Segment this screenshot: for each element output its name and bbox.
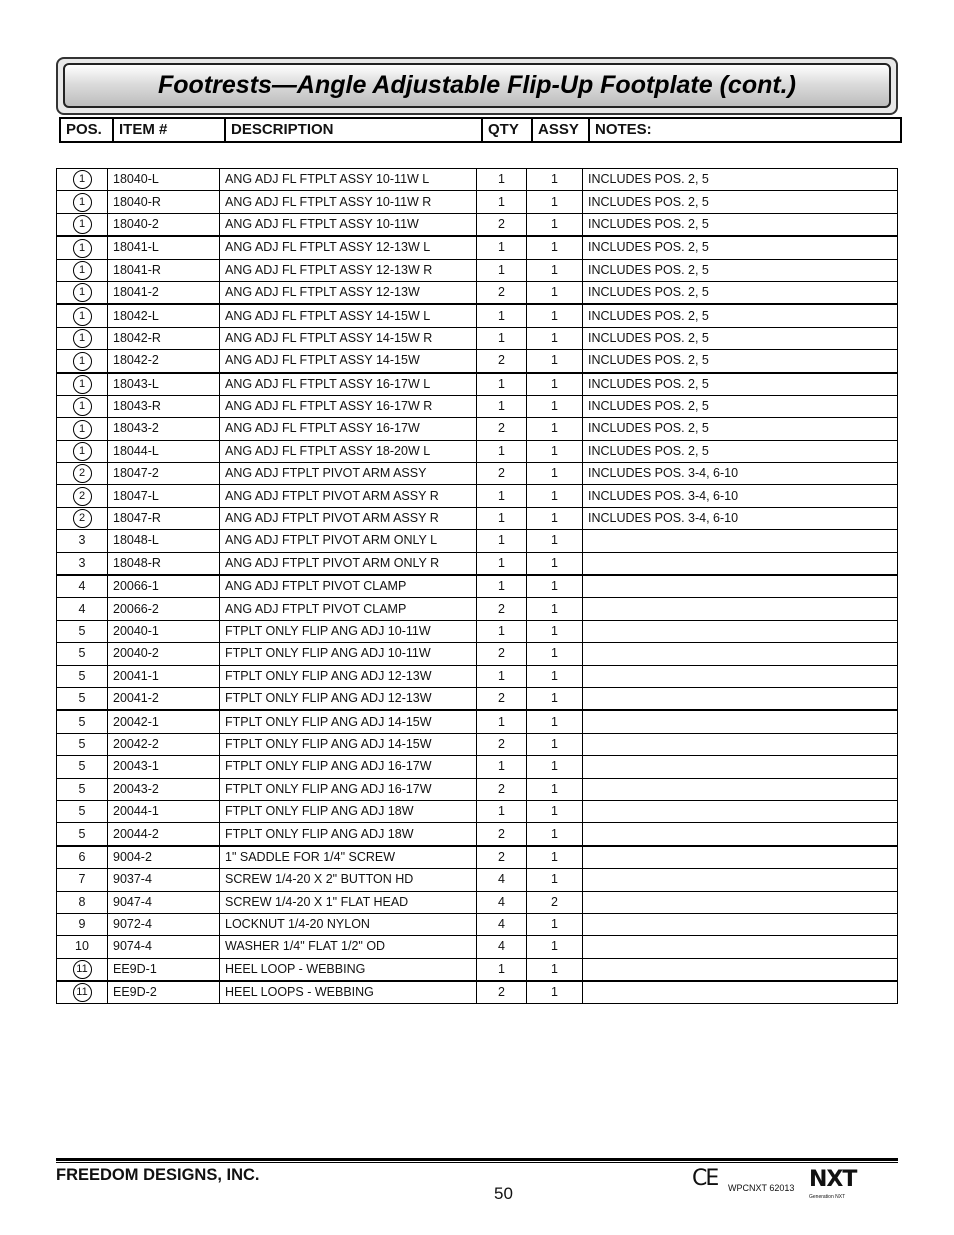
notes-cell: INCLUDES POS. 2, 5	[583, 169, 898, 191]
assy-cell: 1	[527, 395, 583, 417]
assy-cell: 1	[527, 913, 583, 935]
qty-cell: 1	[477, 552, 527, 575]
description-cell: FTPLT ONLY FLIP ANG ADJ 10-11W	[220, 643, 477, 665]
table-row	[57, 756, 898, 778]
qty-cell: 4	[477, 913, 527, 935]
assy-cell: 1	[527, 191, 583, 213]
notes-cell: INCLUDES POS. 2, 5	[583, 350, 898, 373]
notes-cell	[583, 575, 898, 598]
item-number-cell: 18041-2	[108, 281, 220, 304]
assy-cell: 2	[527, 891, 583, 913]
pos-cell	[57, 507, 108, 529]
description-cell: ANG ADJ FTPLT PIVOT ARM ASSY R	[220, 485, 477, 507]
item-number-cell: 18042-L	[108, 304, 220, 327]
description-cell: ANG ADJ FTPLT PIVOT CLAMP	[220, 575, 477, 598]
circled-position-number: 2	[73, 509, 92, 528]
table-row	[57, 800, 898, 822]
notes-cell: INCLUDES POS. 3-4, 6-10	[583, 485, 898, 507]
description-cell: ANG ADJ FL FTPLT ASSY 14-15W R	[220, 327, 477, 349]
table-row	[57, 281, 898, 304]
qty-cell: 4	[477, 936, 527, 958]
notes-cell	[583, 958, 898, 981]
item-number-cell: 18041-R	[108, 259, 220, 281]
qty-cell: 1	[477, 259, 527, 281]
description-cell: SCREW 1/4-20 X 2" BUTTON HD	[220, 869, 477, 891]
notes-cell: INCLUDES POS. 2, 5	[583, 418, 898, 440]
assy-cell: 1	[527, 485, 583, 507]
pos-cell	[57, 281, 108, 304]
table-row	[57, 575, 898, 598]
table-row	[57, 733, 898, 755]
pos-cell	[57, 213, 108, 236]
notes-cell	[583, 778, 898, 800]
assy-cell: 1	[527, 530, 583, 552]
assy-cell: 1	[527, 756, 583, 778]
description-cell: FTPLT ONLY FLIP ANG ADJ 18W	[220, 823, 477, 846]
description-cell: ANG ADJ FL FTPLT ASSY 14-15W	[220, 350, 477, 373]
pos-cell: 5	[57, 756, 108, 778]
nxt-logo-subtitle: Generation NXT	[809, 1194, 846, 1200]
pos-cell	[57, 463, 108, 485]
description-cell: ANG ADJ FL FTPLT ASSY 10-11W R	[220, 191, 477, 213]
circled-position-number: 1	[73, 329, 92, 348]
description-cell: ANG ADJ FL FTPLT ASSY 14-15W L	[220, 304, 477, 327]
assy-cell: 1	[527, 373, 583, 396]
pos-cell: 5	[57, 823, 108, 846]
item-number-cell: 18047-R	[108, 507, 220, 529]
qty-cell: 1	[477, 440, 527, 462]
item-number-cell: 18043-2	[108, 418, 220, 440]
table-row	[57, 687, 898, 710]
qty-cell: 1	[477, 710, 527, 733]
assy-cell: 1	[527, 665, 583, 687]
notes-cell	[583, 687, 898, 710]
qty-cell: 1	[477, 236, 527, 259]
assy-cell: 1	[527, 869, 583, 891]
qty-cell: 2	[477, 598, 527, 620]
notes-cell	[583, 823, 898, 846]
description-cell: ANG ADJ FL FTPLT ASSY 16-17W R	[220, 395, 477, 417]
notes-cell	[583, 981, 898, 1004]
header-assy: ASSY	[533, 119, 590, 141]
item-number-cell: 9004-2	[108, 846, 220, 869]
pos-cell	[57, 350, 108, 373]
table-row	[57, 191, 898, 213]
notes-cell	[583, 598, 898, 620]
description-cell: FTPLT ONLY FLIP ANG ADJ 14-15W	[220, 710, 477, 733]
item-number-cell: 9074-4	[108, 936, 220, 958]
assy-cell: 1	[527, 259, 583, 281]
notes-cell: INCLUDES POS. 2, 5	[583, 304, 898, 327]
item-number-cell: 20041-1	[108, 665, 220, 687]
pos-cell: 5	[57, 687, 108, 710]
circled-position-number: 1	[73, 307, 92, 326]
table-row	[57, 169, 898, 191]
item-number-cell: 18040-R	[108, 191, 220, 213]
qty-cell: 1	[477, 327, 527, 349]
description-cell: ANG ADJ FL FTPLT ASSY 16-17W L	[220, 373, 477, 396]
assy-cell: 1	[527, 327, 583, 349]
table-row	[57, 304, 898, 327]
description-cell: FTPLT ONLY FLIP ANG ADJ 14-15W	[220, 733, 477, 755]
description-cell: FTPLT ONLY FLIP ANG ADJ 10-11W	[220, 620, 477, 642]
description-cell: ANG ADJ FL FTPLT ASSY 18-20W L	[220, 440, 477, 462]
notes-cell	[583, 552, 898, 575]
notes-cell: INCLUDES POS. 2, 5	[583, 373, 898, 396]
pos-cell: 5	[57, 778, 108, 800]
assy-cell: 1	[527, 710, 583, 733]
notes-cell	[583, 869, 898, 891]
item-number-cell: 20066-2	[108, 598, 220, 620]
table-row	[57, 665, 898, 687]
assy-cell: 1	[527, 733, 583, 755]
item-number-cell: 18043-L	[108, 373, 220, 396]
item-number-cell: 20041-2	[108, 687, 220, 710]
qty-cell: 1	[477, 800, 527, 822]
item-number-cell: 18042-2	[108, 350, 220, 373]
pos-cell	[57, 236, 108, 259]
description-cell: SCREW 1/4-20 X 1" FLAT HEAD	[220, 891, 477, 913]
circled-position-number: 1	[73, 215, 92, 234]
company-name: FREEDOM DESIGNS, INC.	[56, 1166, 260, 1184]
item-number-cell: 18040-2	[108, 213, 220, 236]
item-number-cell: EE9D-2	[108, 981, 220, 1004]
table-row	[57, 259, 898, 281]
qty-cell: 2	[477, 350, 527, 373]
circled-position-number: 1	[73, 375, 92, 394]
item-number-cell: 20043-1	[108, 756, 220, 778]
qty-cell: 4	[477, 869, 527, 891]
assy-cell: 1	[527, 778, 583, 800]
assy-cell: 1	[527, 846, 583, 869]
circled-position-number: 11	[73, 960, 92, 979]
assy-cell: 1	[527, 598, 583, 620]
table-row	[57, 823, 898, 846]
qty-cell: 1	[477, 575, 527, 598]
header-notes: NOTES:	[595, 121, 652, 138]
table-row	[57, 236, 898, 259]
item-number-cell: 20044-1	[108, 800, 220, 822]
notes-cell	[583, 710, 898, 733]
item-number-cell: 18044-L	[108, 440, 220, 462]
pos-cell: 3	[57, 552, 108, 575]
notes-cell	[583, 846, 898, 869]
table-row	[57, 530, 898, 552]
circled-position-number: 1	[73, 261, 92, 280]
circled-position-number: 1	[73, 283, 92, 302]
notes-cell	[583, 530, 898, 552]
assy-cell: 1	[527, 575, 583, 598]
table-row	[57, 350, 898, 373]
table-row	[57, 418, 898, 440]
footer-rule	[56, 1158, 898, 1163]
item-number-cell: 18048-L	[108, 530, 220, 552]
notes-cell: INCLUDES POS. 2, 5	[583, 327, 898, 349]
assy-cell: 1	[527, 281, 583, 304]
circled-position-number: 1	[73, 352, 92, 371]
pos-cell	[57, 981, 108, 1004]
description-cell: ANG ADJ FL FTPLT ASSY 12-13W L	[220, 236, 477, 259]
table-row	[57, 463, 898, 485]
notes-cell: INCLUDES POS. 2, 5	[583, 213, 898, 236]
item-number-cell: 9047-4	[108, 891, 220, 913]
qty-cell: 2	[477, 733, 527, 755]
table-row	[57, 710, 898, 733]
notes-cell	[583, 891, 898, 913]
qty-cell: 1	[477, 395, 527, 417]
description-cell: ANG ADJ FTPLT PIVOT ARM ASSY	[220, 463, 477, 485]
qty-cell: 1	[477, 958, 527, 981]
parts-table	[56, 168, 898, 1004]
qty-cell: 2	[477, 981, 527, 1004]
item-number-cell: 20042-1	[108, 710, 220, 733]
notes-cell	[583, 913, 898, 935]
assy-cell: 1	[527, 687, 583, 710]
circled-position-number: 2	[73, 464, 92, 483]
pos-cell	[57, 485, 108, 507]
item-number-cell: 9072-4	[108, 913, 220, 935]
circled-position-number: 1	[73, 442, 92, 461]
table-row	[57, 913, 898, 935]
item-number-cell: EE9D-1	[108, 958, 220, 981]
description-cell: 1" SADDLE FOR 1/4" SCREW	[220, 846, 477, 869]
table-row	[57, 598, 898, 620]
assy-cell: 1	[527, 213, 583, 236]
item-number-cell: 20040-1	[108, 620, 220, 642]
qty-cell: 1	[477, 373, 527, 396]
assy-cell: 1	[527, 981, 583, 1004]
title-banner-inner	[63, 63, 891, 108]
assy-cell: 1	[527, 507, 583, 529]
table-row	[57, 440, 898, 462]
table-row	[57, 643, 898, 665]
table-row	[57, 778, 898, 800]
qty-cell: 2	[477, 687, 527, 710]
assy-cell: 1	[527, 958, 583, 981]
column-header-row	[59, 117, 902, 143]
table-row	[57, 958, 898, 981]
table-row	[57, 981, 898, 1004]
assy-cell: 1	[527, 552, 583, 575]
pos-cell	[57, 304, 108, 327]
pos-cell: 7	[57, 869, 108, 891]
assy-cell: 1	[527, 620, 583, 642]
description-cell: FTPLT ONLY FLIP ANG ADJ 12-13W	[220, 665, 477, 687]
item-number-cell: 20044-2	[108, 823, 220, 846]
pos-cell: 5	[57, 665, 108, 687]
description-cell: ANG ADJ FL FTPLT ASSY 12-13W R	[220, 259, 477, 281]
pos-cell: 5	[57, 733, 108, 755]
header-qty: QTY	[483, 119, 533, 141]
qty-cell: 1	[477, 304, 527, 327]
circled-position-number: 1	[73, 193, 92, 212]
circled-position-number: 1	[73, 170, 92, 189]
description-cell: WASHER 1/4" FLAT 1/2" OD	[220, 936, 477, 958]
pos-cell	[57, 169, 108, 191]
assy-cell: 1	[527, 643, 583, 665]
assy-cell: 1	[527, 236, 583, 259]
item-number-cell: 18042-R	[108, 327, 220, 349]
description-cell: FTPLT ONLY FLIP ANG ADJ 12-13W	[220, 687, 477, 710]
qty-cell: 2	[477, 643, 527, 665]
notes-cell	[583, 643, 898, 665]
pos-cell: 4	[57, 575, 108, 598]
qty-cell: 2	[477, 463, 527, 485]
description-cell: FTPLT ONLY FLIP ANG ADJ 16-17W	[220, 778, 477, 800]
table-row	[57, 869, 898, 891]
assy-cell: 1	[527, 463, 583, 485]
qty-cell: 1	[477, 169, 527, 191]
pos-cell: 5	[57, 620, 108, 642]
table-row	[57, 395, 898, 417]
notes-cell: INCLUDES POS. 3-4, 6-10	[583, 463, 898, 485]
qty-cell: 2	[477, 846, 527, 869]
description-cell: ANG ADJ FTPLT PIVOT ARM ONLY R	[220, 552, 477, 575]
item-number-cell: 20040-2	[108, 643, 220, 665]
page-title: Footrests—Angle Adjustable Flip-Up Footplate (cont.)	[158, 71, 796, 99]
item-number-cell: 18040-L	[108, 169, 220, 191]
qty-cell: 1	[477, 665, 527, 687]
item-number-cell: 18047-2	[108, 463, 220, 485]
item-number-cell: 18048-R	[108, 552, 220, 575]
assy-cell: 1	[527, 800, 583, 822]
description-cell: ANG ADJ FL FTPLT ASSY 16-17W	[220, 418, 477, 440]
notes-cell: INCLUDES POS. 2, 5	[583, 440, 898, 462]
assy-cell: 1	[527, 169, 583, 191]
circled-position-number: 1	[73, 239, 92, 258]
item-number-cell: 18043-R	[108, 395, 220, 417]
pos-cell	[57, 191, 108, 213]
notes-cell: INCLUDES POS. 2, 5	[583, 395, 898, 417]
qty-cell: 2	[477, 823, 527, 846]
table-row	[57, 846, 898, 869]
pos-cell: 5	[57, 710, 108, 733]
page-number: 50	[494, 1184, 513, 1203]
ce-mark-icon: CE	[692, 1166, 718, 1191]
nxt-logo: NXT	[809, 1167, 857, 1192]
description-cell: FTPLT ONLY FLIP ANG ADJ 18W	[220, 800, 477, 822]
description-cell: ANG ADJ FTPLT PIVOT CLAMP	[220, 598, 477, 620]
pos-cell: 4	[57, 598, 108, 620]
item-number-cell: 18041-L	[108, 236, 220, 259]
description-cell: ANG ADJ FL FTPLT ASSY 10-11W L	[220, 169, 477, 191]
assy-cell: 1	[527, 350, 583, 373]
notes-cell	[583, 620, 898, 642]
table-row	[57, 507, 898, 529]
notes-cell: INCLUDES POS. 2, 5	[583, 236, 898, 259]
qty-cell: 1	[477, 756, 527, 778]
description-cell: HEEL LOOPS - WEBBING	[220, 981, 477, 1004]
notes-cell	[583, 665, 898, 687]
table-row	[57, 373, 898, 396]
description-cell: ANG ADJ FTPLT PIVOT ARM ASSY R	[220, 507, 477, 529]
table-row	[57, 620, 898, 642]
item-number-cell: 9037-4	[108, 869, 220, 891]
title-banner	[56, 57, 898, 115]
pos-cell: 3	[57, 530, 108, 552]
qty-cell: 1	[477, 530, 527, 552]
qty-cell: 1	[477, 485, 527, 507]
pos-cell	[57, 259, 108, 281]
assy-cell: 1	[527, 823, 583, 846]
circled-position-number: 2	[73, 487, 92, 506]
table-row	[57, 552, 898, 575]
pos-cell: 6	[57, 846, 108, 869]
notes-cell	[583, 936, 898, 958]
qty-cell: 1	[477, 620, 527, 642]
pos-cell	[57, 958, 108, 981]
circled-position-number: 1	[73, 420, 92, 439]
description-cell: ANG ADJ FL FTPLT ASSY 10-11W	[220, 213, 477, 236]
pos-cell	[57, 373, 108, 396]
item-number-cell: 20043-2	[108, 778, 220, 800]
qty-cell: 2	[477, 778, 527, 800]
qty-cell: 1	[477, 191, 527, 213]
document-id: WPCNXT 62013	[728, 1183, 795, 1193]
pos-cell: 8	[57, 891, 108, 913]
description-cell: ANG ADJ FL FTPLT ASSY 12-13W	[220, 281, 477, 304]
notes-cell: INCLUDES POS. 3-4, 6-10	[583, 507, 898, 529]
pos-cell	[57, 440, 108, 462]
description-cell: HEEL LOOP - WEBBING	[220, 958, 477, 981]
item-number-cell: 18047-L	[108, 485, 220, 507]
table-row	[57, 327, 898, 349]
pos-cell: 9	[57, 913, 108, 935]
qty-cell: 2	[477, 281, 527, 304]
notes-cell	[583, 733, 898, 755]
assy-cell: 1	[527, 440, 583, 462]
qty-cell: 2	[477, 213, 527, 236]
header-description: DESCRIPTION	[226, 119, 483, 141]
pos-cell: 10	[57, 936, 108, 958]
table-row	[57, 891, 898, 913]
qty-cell: 4	[477, 891, 527, 913]
item-number-cell: 20066-1	[108, 575, 220, 598]
notes-cell: INCLUDES POS. 2, 5	[583, 191, 898, 213]
header-pos: POS.	[61, 119, 114, 141]
pos-cell: 5	[57, 800, 108, 822]
qty-cell: 1	[477, 507, 527, 529]
table-row	[57, 936, 898, 958]
pos-cell	[57, 327, 108, 349]
assy-cell: 1	[527, 936, 583, 958]
circled-position-number: 1	[73, 397, 92, 416]
table-row	[57, 213, 898, 236]
header-item: ITEM #	[114, 119, 226, 141]
notes-cell	[583, 756, 898, 778]
pos-cell	[57, 395, 108, 417]
notes-cell: INCLUDES POS. 2, 5	[583, 281, 898, 304]
assy-cell: 1	[527, 304, 583, 327]
circled-position-number: 11	[73, 983, 92, 1002]
parts-table-body	[57, 169, 898, 1004]
description-cell: ANG ADJ FTPLT PIVOT ARM ONLY L	[220, 530, 477, 552]
qty-cell: 2	[477, 418, 527, 440]
pos-cell: 5	[57, 643, 108, 665]
description-cell: LOCKNUT 1/4-20 NYLON	[220, 913, 477, 935]
assy-cell: 1	[527, 418, 583, 440]
pos-cell	[57, 418, 108, 440]
item-number-cell: 20042-2	[108, 733, 220, 755]
table-row	[57, 485, 898, 507]
notes-cell	[583, 800, 898, 822]
description-cell: FTPLT ONLY FLIP ANG ADJ 16-17W	[220, 756, 477, 778]
notes-cell: INCLUDES POS. 2, 5	[583, 259, 898, 281]
